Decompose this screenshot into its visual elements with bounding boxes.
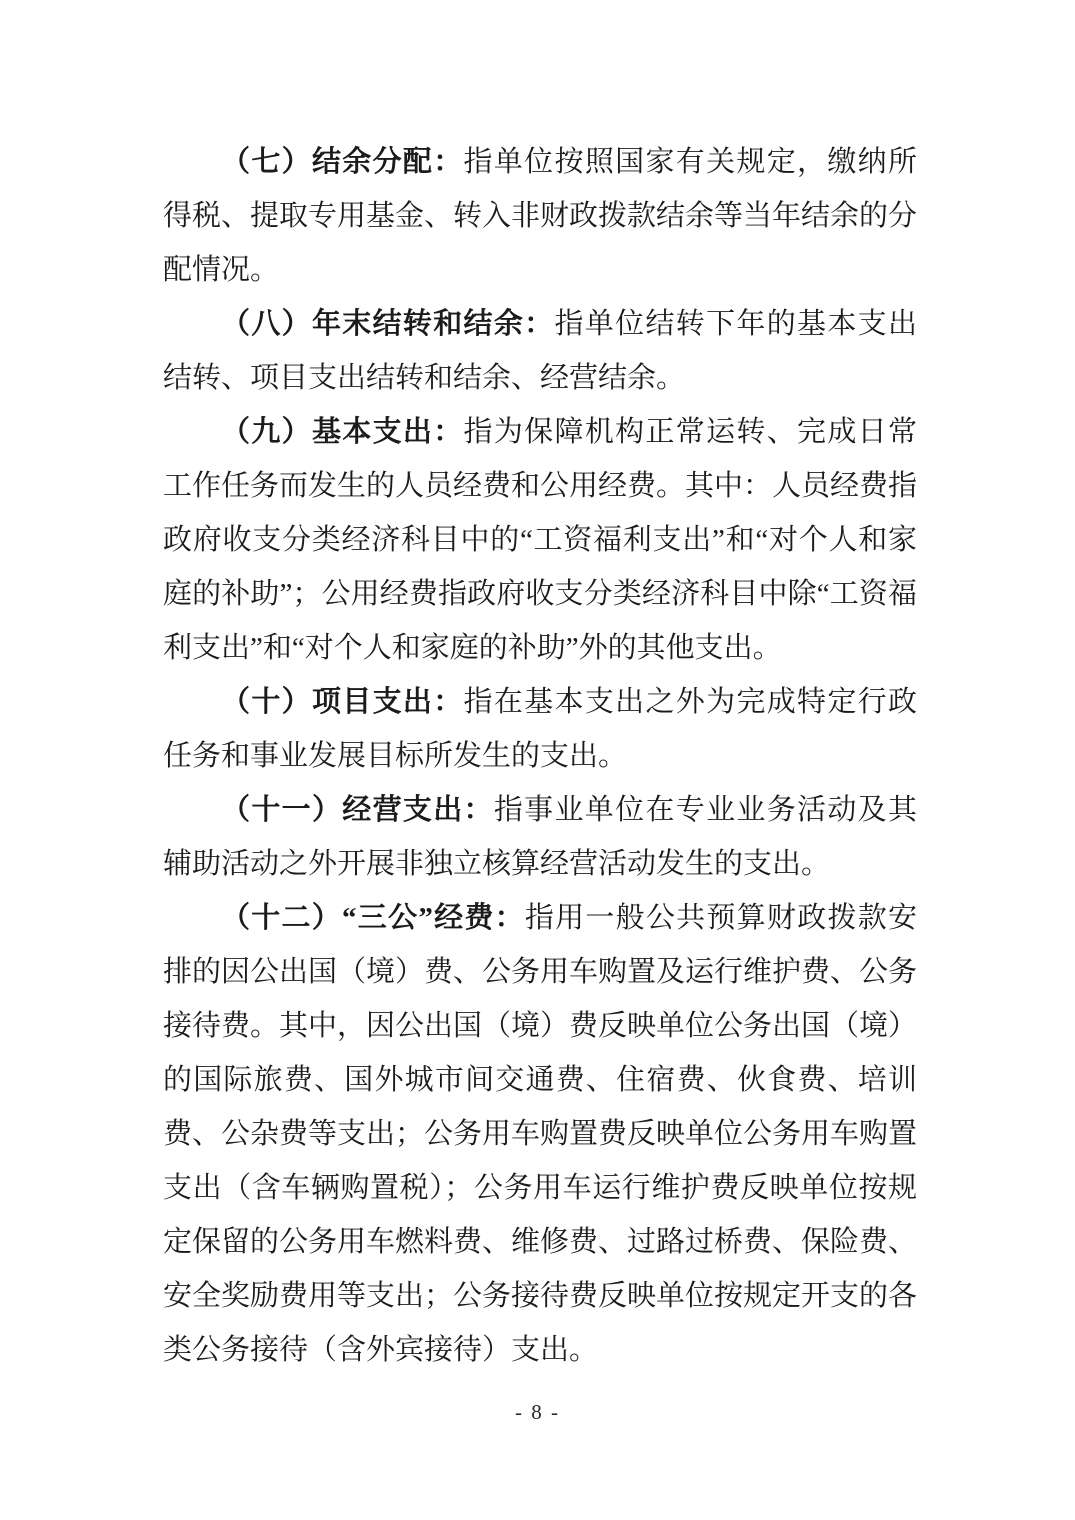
paragraph-label: （八）年末结转和结余： [221,308,555,340]
paragraph-text: 指事业单位在专业业务活动及其辅助活动之外开展非独立核算经营活动发生的支出。 [163,794,917,880]
paragraph-text: 指用一般公共预算财政拨款安排的因公出国（境）费、公务用车购置及运行维护费、公务接待费。其中，因公出国（境）费反映单位公务出国（境）的国际旅费、国外城市间交通费、住宿费、伙食费、培训费、公杂费等支出；公务用车购置费反映单位公务用车购置支出（含车辆购置税）；公务用车运行维护费反映单位按规定保留的公务用车燃料费、维修费、过路过桥费、保险费、安全奖励费用等支出；公务接待费反映单位按规定开支的各类公务接待（含外宾接待）支出。 [163,902,918,1366]
paragraph [163,297,917,405]
paragraph [163,783,917,891]
paragraph-label: （九）基本支出： [221,416,464,448]
paragraph-text: 指单位结转下年的基本支出结转、项目支出结转和结余、经营结余。 [163,308,917,394]
paragraph [163,675,917,783]
document-body [163,135,917,1377]
paragraph-text: 指单位按照国家有关规定，缴纳所得税、提取专用基金、转入非财政拨款结余等当年结余的分配情况。 [163,146,918,286]
page-footer [0,1400,1075,1425]
paragraph-text: 指在基本支出之外为完成特定行政任务和事业发展目标所发生的支出。 [163,686,917,772]
paragraph-label: （十）项目支出： [221,686,464,718]
paragraph [163,135,917,297]
paragraph-label: （七）结余分配： [221,146,464,178]
paragraph-label: （十二）“三公”经费： [221,902,525,934]
paragraph-text: 指为保障机构正常运转、完成日常工作任务而发生的人员经费和公用经费。其中：人员经费指政府收支分类经济科目中的“工资福利支出”和“对个人和家庭的补助”；公用经费指政府收支分类经济科目中除“工资福利支出”和“对个人和家庭的补助”外的其他支出。 [163,416,918,664]
page-number: - 8 - [515,1400,560,1424]
paragraph [163,405,917,675]
paragraph [163,891,917,1377]
paragraph-label: （十一）经营支出： [221,794,494,826]
